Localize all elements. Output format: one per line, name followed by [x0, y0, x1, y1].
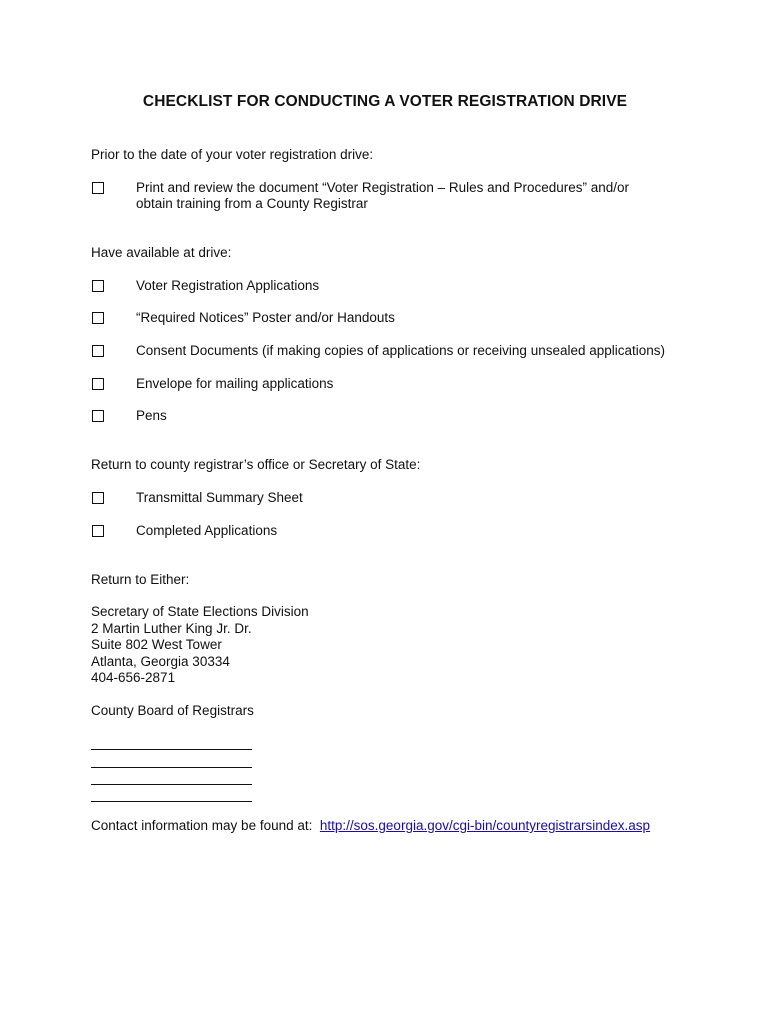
item-transmittal-summary: Transmittal Summary Sheet [136, 490, 303, 505]
address-phone: 404-656-2871 [91, 670, 176, 685]
document-title: CHECKLIST FOR CONDUCTING A VOTER REGISTRATION DRIVE [142, 93, 628, 110]
contact-line [91, 818, 650, 835]
county-board-label: County Board of Registrars [91, 703, 254, 718]
checkbox-consent-documents[interactable] [92, 345, 104, 357]
item-consent-documents: Consent Documents (if making copies of applications or receiving unsealed applications) [136, 343, 666, 358]
blank-line-2[interactable] [91, 767, 252, 768]
address-line-2: 2 Martin Luther King Jr. Dr. [91, 621, 252, 636]
blank-line-4[interactable] [91, 801, 252, 802]
address-line-1: Secretary of State Elections Division [91, 604, 309, 619]
item-voter-registration-applications: Voter Registration Applications [136, 278, 320, 293]
item-print-review-line2: obtain training from a County Registrar [136, 196, 368, 211]
contact-text: Contact information may be found at: [91, 818, 313, 833]
checkbox-transmittal-summary[interactable] [92, 492, 104, 504]
item-required-notices: “Required Notices” Poster and/or Handouts [136, 310, 395, 325]
checkbox-voter-registration-applications[interactable] [92, 280, 104, 292]
blank-line-3[interactable] [91, 784, 252, 785]
item-completed-applications: Completed Applications [136, 523, 278, 538]
address-line-3: Suite 802 West Tower [91, 637, 222, 652]
checkbox-required-notices[interactable] [92, 312, 104, 324]
blank-line-1[interactable] [91, 749, 252, 750]
section-return-heading: Return to county registrar’s office or Secretary of State: [91, 457, 421, 472]
item-pens: Pens [136, 408, 167, 423]
section-available-heading: Have available at drive: [91, 245, 232, 260]
contact-link[interactable]: http://sos.georgia.gov/cgi-bin/countyregistrarsindex.asp [319, 818, 651, 833]
checkbox-pens[interactable] [92, 410, 104, 422]
item-envelope: Envelope for mailing applications [136, 376, 334, 391]
address-line-4: Atlanta, Georgia 30334 [91, 654, 230, 669]
item-print-review-line1: Print and review the document “Voter Registration – Rules and Procedures” and/or [136, 180, 630, 195]
checkbox-print-review[interactable] [92, 182, 104, 194]
section-prior-heading: Prior to the date of your voter registration drive: [91, 147, 374, 162]
checkbox-envelope[interactable] [92, 378, 104, 390]
return-either-heading: Return to Either: [91, 572, 190, 587]
checkbox-completed-applications[interactable] [92, 525, 104, 537]
